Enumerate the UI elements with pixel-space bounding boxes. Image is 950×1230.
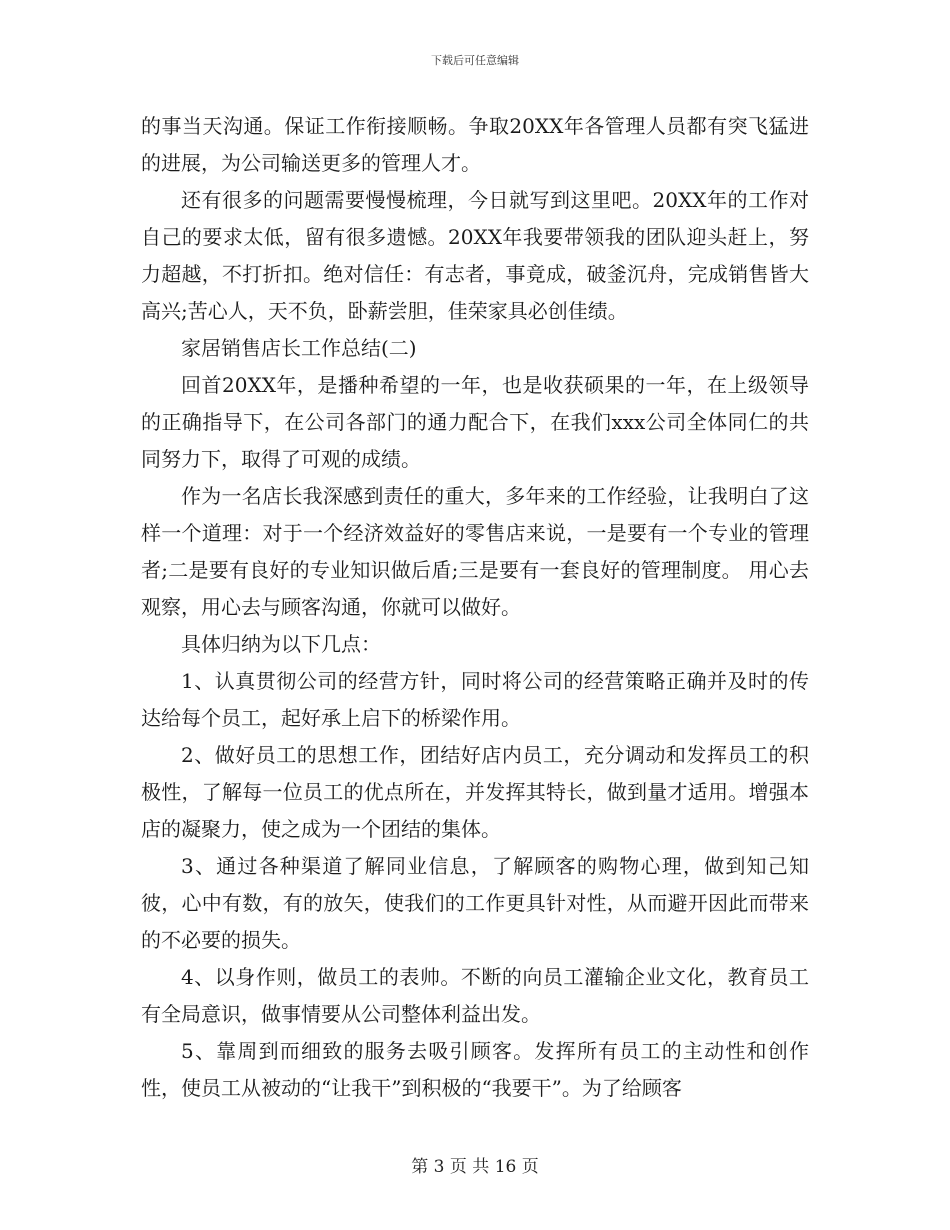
paragraph-4: 作为一名店长我深感到责任的重大，多年来的工作经验，让我明白了这样一个道理：对于一个经济效益好的零售店来说，一是要有一个专业的管理者;二是要有良好的专业知识做后盾;三是要有一套良好的管理制度。 用心去观察，用心去与顾客沟通，你就可以做好。 bbox=[141, 484, 809, 619]
list-item-4: 4、以身作则，做员工的表帅。不断的向员工灌输企业文化，教育员工有全局意识，做事情要从公司整体利益出发。 bbox=[141, 965, 809, 1026]
page-footer: 第 3 页 共 16 页 bbox=[411, 1157, 539, 1177]
document-body bbox=[141, 108, 809, 1107]
section-title: 家居销售店长工作总结(二) bbox=[181, 336, 417, 360]
paragraph-3: 回首20XX年，是播种希望的一年，也是收获硕果的一年，在上级领导的正确指导下，在公司各部门的通力配合下，在我们xxx公司全体同仁的共同努力下，取得了可观的成绩。 bbox=[141, 373, 809, 471]
list-item-1: 1、认真贯彻公司的经营方针，同时将公司的经营策略正确并及时的传达给每个员工，起好承上启下的桥梁作用。 bbox=[141, 669, 809, 730]
list-intro: 具体归纳为以下几点： bbox=[181, 632, 381, 656]
list-item-3: 3、通过各种渠道了解同业信息，了解顾客的购物心理，做到知己知彼，心中有数，有的放矢，使我们的工作更具针对性，从而避开因此而带来的不必要的损失。 bbox=[141, 854, 809, 952]
page-header: 下载后可任意编辑 bbox=[431, 54, 519, 67]
list-item-2: 2、做好员工的思想工作，团结好店内员工，充分调动和发挥员工的积极性，了解每一位员工的优点所在，并发挥其特长，做到量才适用。增强本店的凝聚力，使之成为一个团结的集体。 bbox=[141, 743, 809, 841]
paragraph-1: 的事当天沟通。保证工作衔接顺畅。争取20XX年各管理人员都有突飞猛进的进展，为公司输送更多的管理人才。 bbox=[141, 114, 809, 175]
list-item-5: 5、靠周到而细致的服务去吸引顾客。发挥所有员工的主动性和创作性，使员工从被动的“让我干”到积极的“我要干”。为了给顾客 bbox=[141, 1039, 809, 1100]
paragraph-2: 还有很多的问题需要慢慢梳理，今日就写到这里吧。20XX年的工作对自己的要求太低，留有很多遗憾。20XX年我要带领我的团队迎头赶上，努力超越，不打折扣。绝对信任：有志者，事竟成，破釜沉舟，完成销售皆大高兴;苦心人，天不负，卧薪尝胆，佳荣家具必创佳绩。 bbox=[141, 188, 809, 323]
